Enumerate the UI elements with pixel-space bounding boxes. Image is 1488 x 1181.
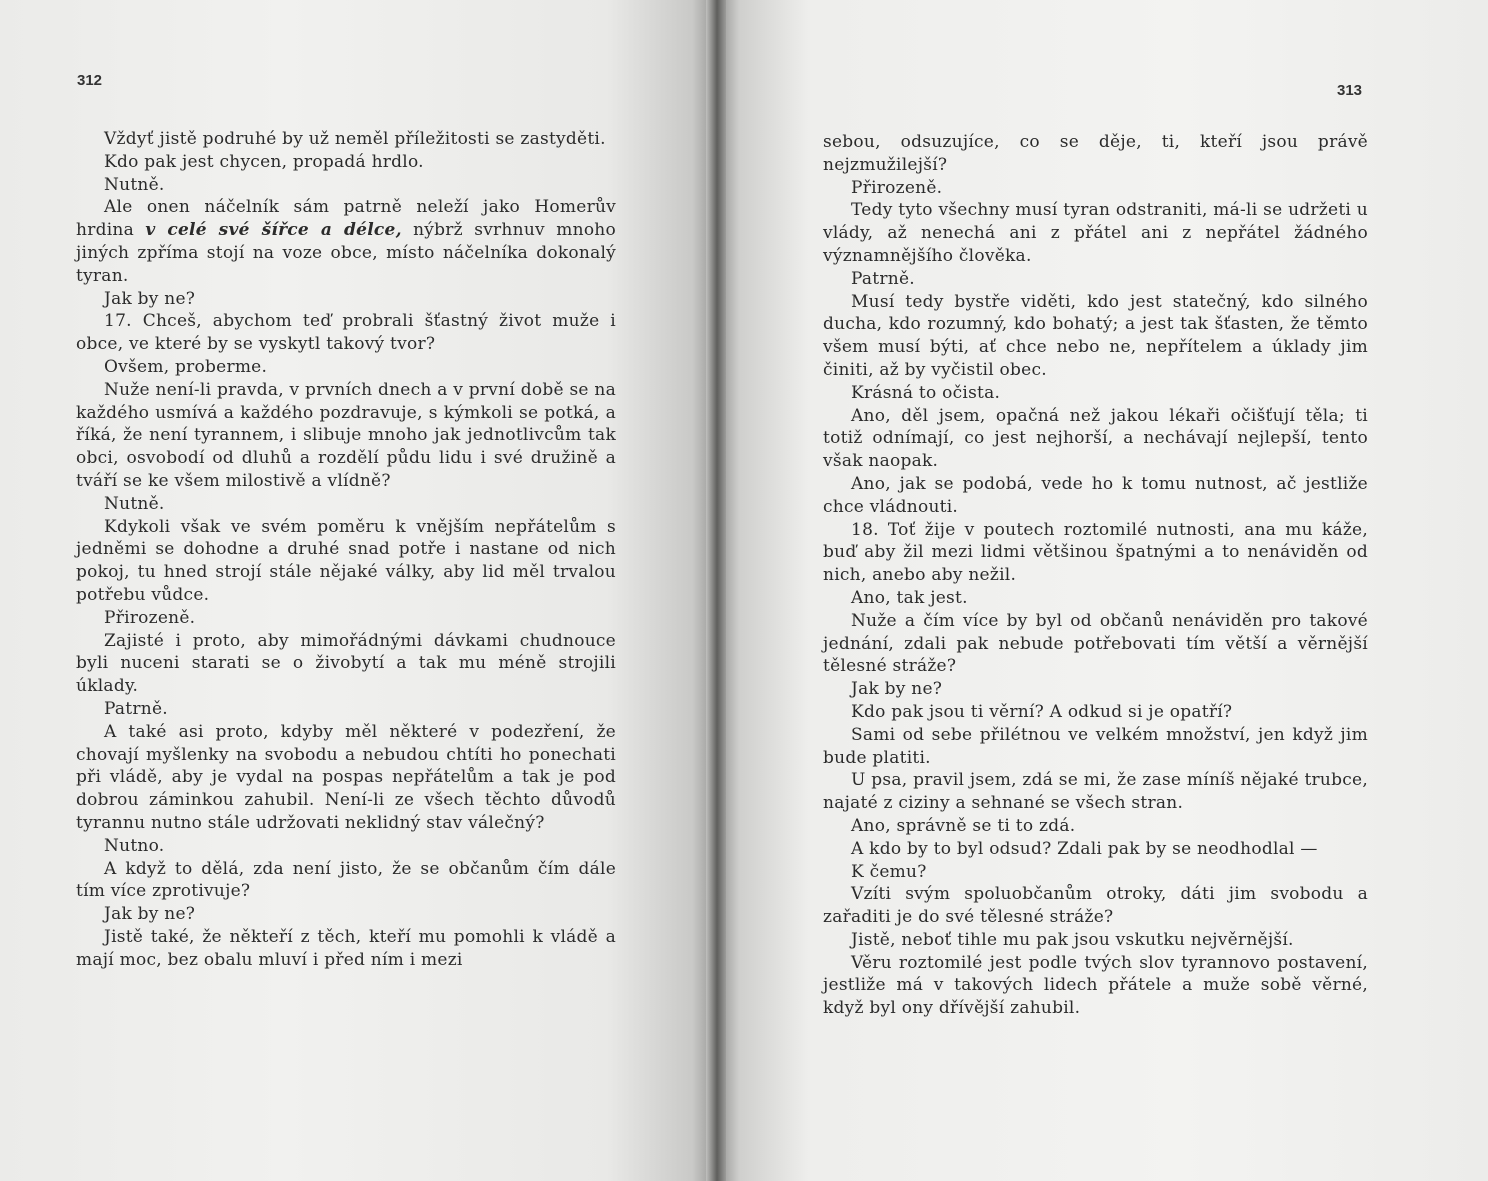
- paragraph: K čemu?: [851, 861, 927, 882]
- paragraph: 18. Toť žije v poutech roztomilé nutnosti, ana mu káže, buď aby žil mezi lidmi většinou špatnými a to nenáviděn od nich, anebo aby nežil.: [823, 519, 1368, 586]
- paragraph: Ovšem, proberme.: [104, 356, 268, 377]
- paragraph: Jak by ne?: [104, 288, 196, 309]
- paragraph: Sami od sebe přilétnou ve velkém množství, jen když jim bude platiti.: [823, 724, 1368, 768]
- right-page-text: [823, 131, 1368, 1020]
- paragraph: Ano, správně se ti to zdá.: [851, 815, 1076, 836]
- left-page-text: [76, 128, 616, 971]
- right-page: [716, 0, 1488, 1181]
- paragraph: U psa, pravil jsem, zdá se mi, že zase míníš nějaké trubce, najaté z ciziny a sehnané se všech stran.: [823, 770, 1368, 814]
- paragraph: Nutně.: [104, 174, 165, 195]
- book-gutter: [706, 0, 726, 1181]
- page-number-right: 313: [1337, 82, 1363, 99]
- left-page: [0, 0, 714, 1181]
- paragraph: Patrně.: [104, 698, 168, 719]
- paragraph: Nutno.: [104, 835, 165, 856]
- paragraph: Kdo pak jsou ti věrní? A odkud si je opatří?: [851, 701, 1233, 722]
- paragraph-text: nýbrž svrhnuv mnoho jiných zpříma stojí na voze obce, místo náčelníka dokonalý tyran.: [76, 220, 616, 286]
- paragraph: Nutně.: [104, 493, 165, 514]
- paragraph: Kdo pak jest chycen, propadá hrdlo.: [104, 151, 424, 172]
- paragraph: Jistě, neboť tihle mu pak jsou vskutku nejvěrnější.: [851, 929, 1294, 950]
- paragraph: Kdykoli však ve svém poměru k vnějším nepřátelům s jedněmi se dohodne a druhé snad potře i nastane od nich pokoj, tu hned strojí stále nějaké války, aby lid měl trvalou potřebu vůdce.: [76, 516, 616, 605]
- emphasized-phrase: v celé své šířce a délce,: [145, 220, 402, 241]
- paragraph: Jak by ne?: [851, 679, 943, 700]
- paragraph: Patrně.: [851, 268, 915, 289]
- paragraph: Ano, jak se podobá, vede ho k tomu nutnost, ač jestliže chce vládnouti.: [823, 473, 1368, 517]
- paragraph-text: Ale onen náčelník sám patrně neleží jako Homerův hrdina: [76, 197, 616, 241]
- paragraph: Vždyť jistě podruhé by už neměl příležitosti se zastyděti.: [104, 129, 606, 149]
- paragraph: Přirozeně.: [104, 607, 196, 628]
- paragraph: A když to dělá, zda není jisto, že se občanům čím dále tím více zprotivuje?: [76, 858, 616, 902]
- paragraph: Zajisté i proto, aby mimořádnými dávkami chudnouce byli nuceni starati se o živobytí a tak mu méně strojili úklady.: [76, 630, 616, 697]
- paragraph: Jak by ne?: [104, 904, 196, 925]
- paragraph: Musí tedy bystře viděti, kdo jest statečný, kdo silného ducha, kdo rozumný, kdo bohatý; a jest tak šťasten, že těmto všem musí býti, ať chce nebo ne, nepřítelem a úklady jim činiti, až by vyčistil obec.: [823, 291, 1368, 380]
- paragraph: Věru roztomilé jest podle tvých slov tyrannovo postavení, jestliže má v takových lidech přátele a muže sobě věrné, když byl ony dřívější zahubil.: [823, 952, 1368, 1019]
- paragraph: Nuže a čím více by byl od občanů nenáviděn pro takové jednání, zdali pak nebude potřebovati tím větší a věrnější tělesné stráže?: [823, 610, 1368, 677]
- paragraph: Ano, děl jsem, opačná než jakou lékaři očišťují těla; ti totiž odnímají, co jest nejhorší, a nechávají nejlepší, tento však naopak.: [823, 405, 1368, 472]
- paragraph: Ano, tak jest.: [851, 587, 968, 608]
- paragraph: Jistě také, že někteří z těch, kteří mu pomohli k vládě a mají moc, bez obalu mluví i před ním i mezi: [76, 926, 616, 970]
- paragraph: Krásná to očista.: [851, 382, 1001, 403]
- paragraph: Přirozeně.: [851, 177, 943, 198]
- paragraph: Vzíti svým spoluobčanům otroky, dáti jim svobodu a zařaditi je do své tělesné stráže?: [823, 884, 1368, 928]
- paragraph: Nuže není-li pravda, v prvních dnech a v první době se na každého usmívá a každého pozdravuje, s kýmkoli se potká, a říká, že není tyrannem, i slibuje mnoho jak jednotlivcům tak obci, osvobodí od dluhů a rozdělí půdu lidu i své družině a tváří se ke všem milostivě a vlídně?: [76, 379, 616, 491]
- paragraph: sebou, odsuzujíce, co se děje, ti, kteří jsou právě nejzmužilejší?: [823, 132, 1368, 175]
- paragraph: A také asi proto, kdyby měl některé v podezření, že chovají myšlenky na svobodu a nebudou chtíti ho ponechati při vládě, aby je vydal na pospas nepřátelům a tak je pod dobrou záminkou zahubil. Není-li ze všech těchto důvodů tyrannu nutno stále udržovati neklidný stav válečný?: [76, 721, 616, 833]
- paragraph: A kdo by to byl odsud? Zdali pak by se neodhodlal —: [851, 838, 1318, 859]
- paragraph: 17. Chceš, abychom teď probrali šťastný život muže i obce, ve které by se vyskytl takový tvor?: [76, 311, 616, 355]
- paragraph: Tedy tyto všechny musí tyran odstraniti, má-li se udržeti u vlády, až nenechá ani z přátel ani z nepřátel žádného významnějšího člověka.: [823, 200, 1368, 266]
- paragraph: [76, 196, 616, 287]
- page-number-left: 312: [77, 72, 103, 89]
